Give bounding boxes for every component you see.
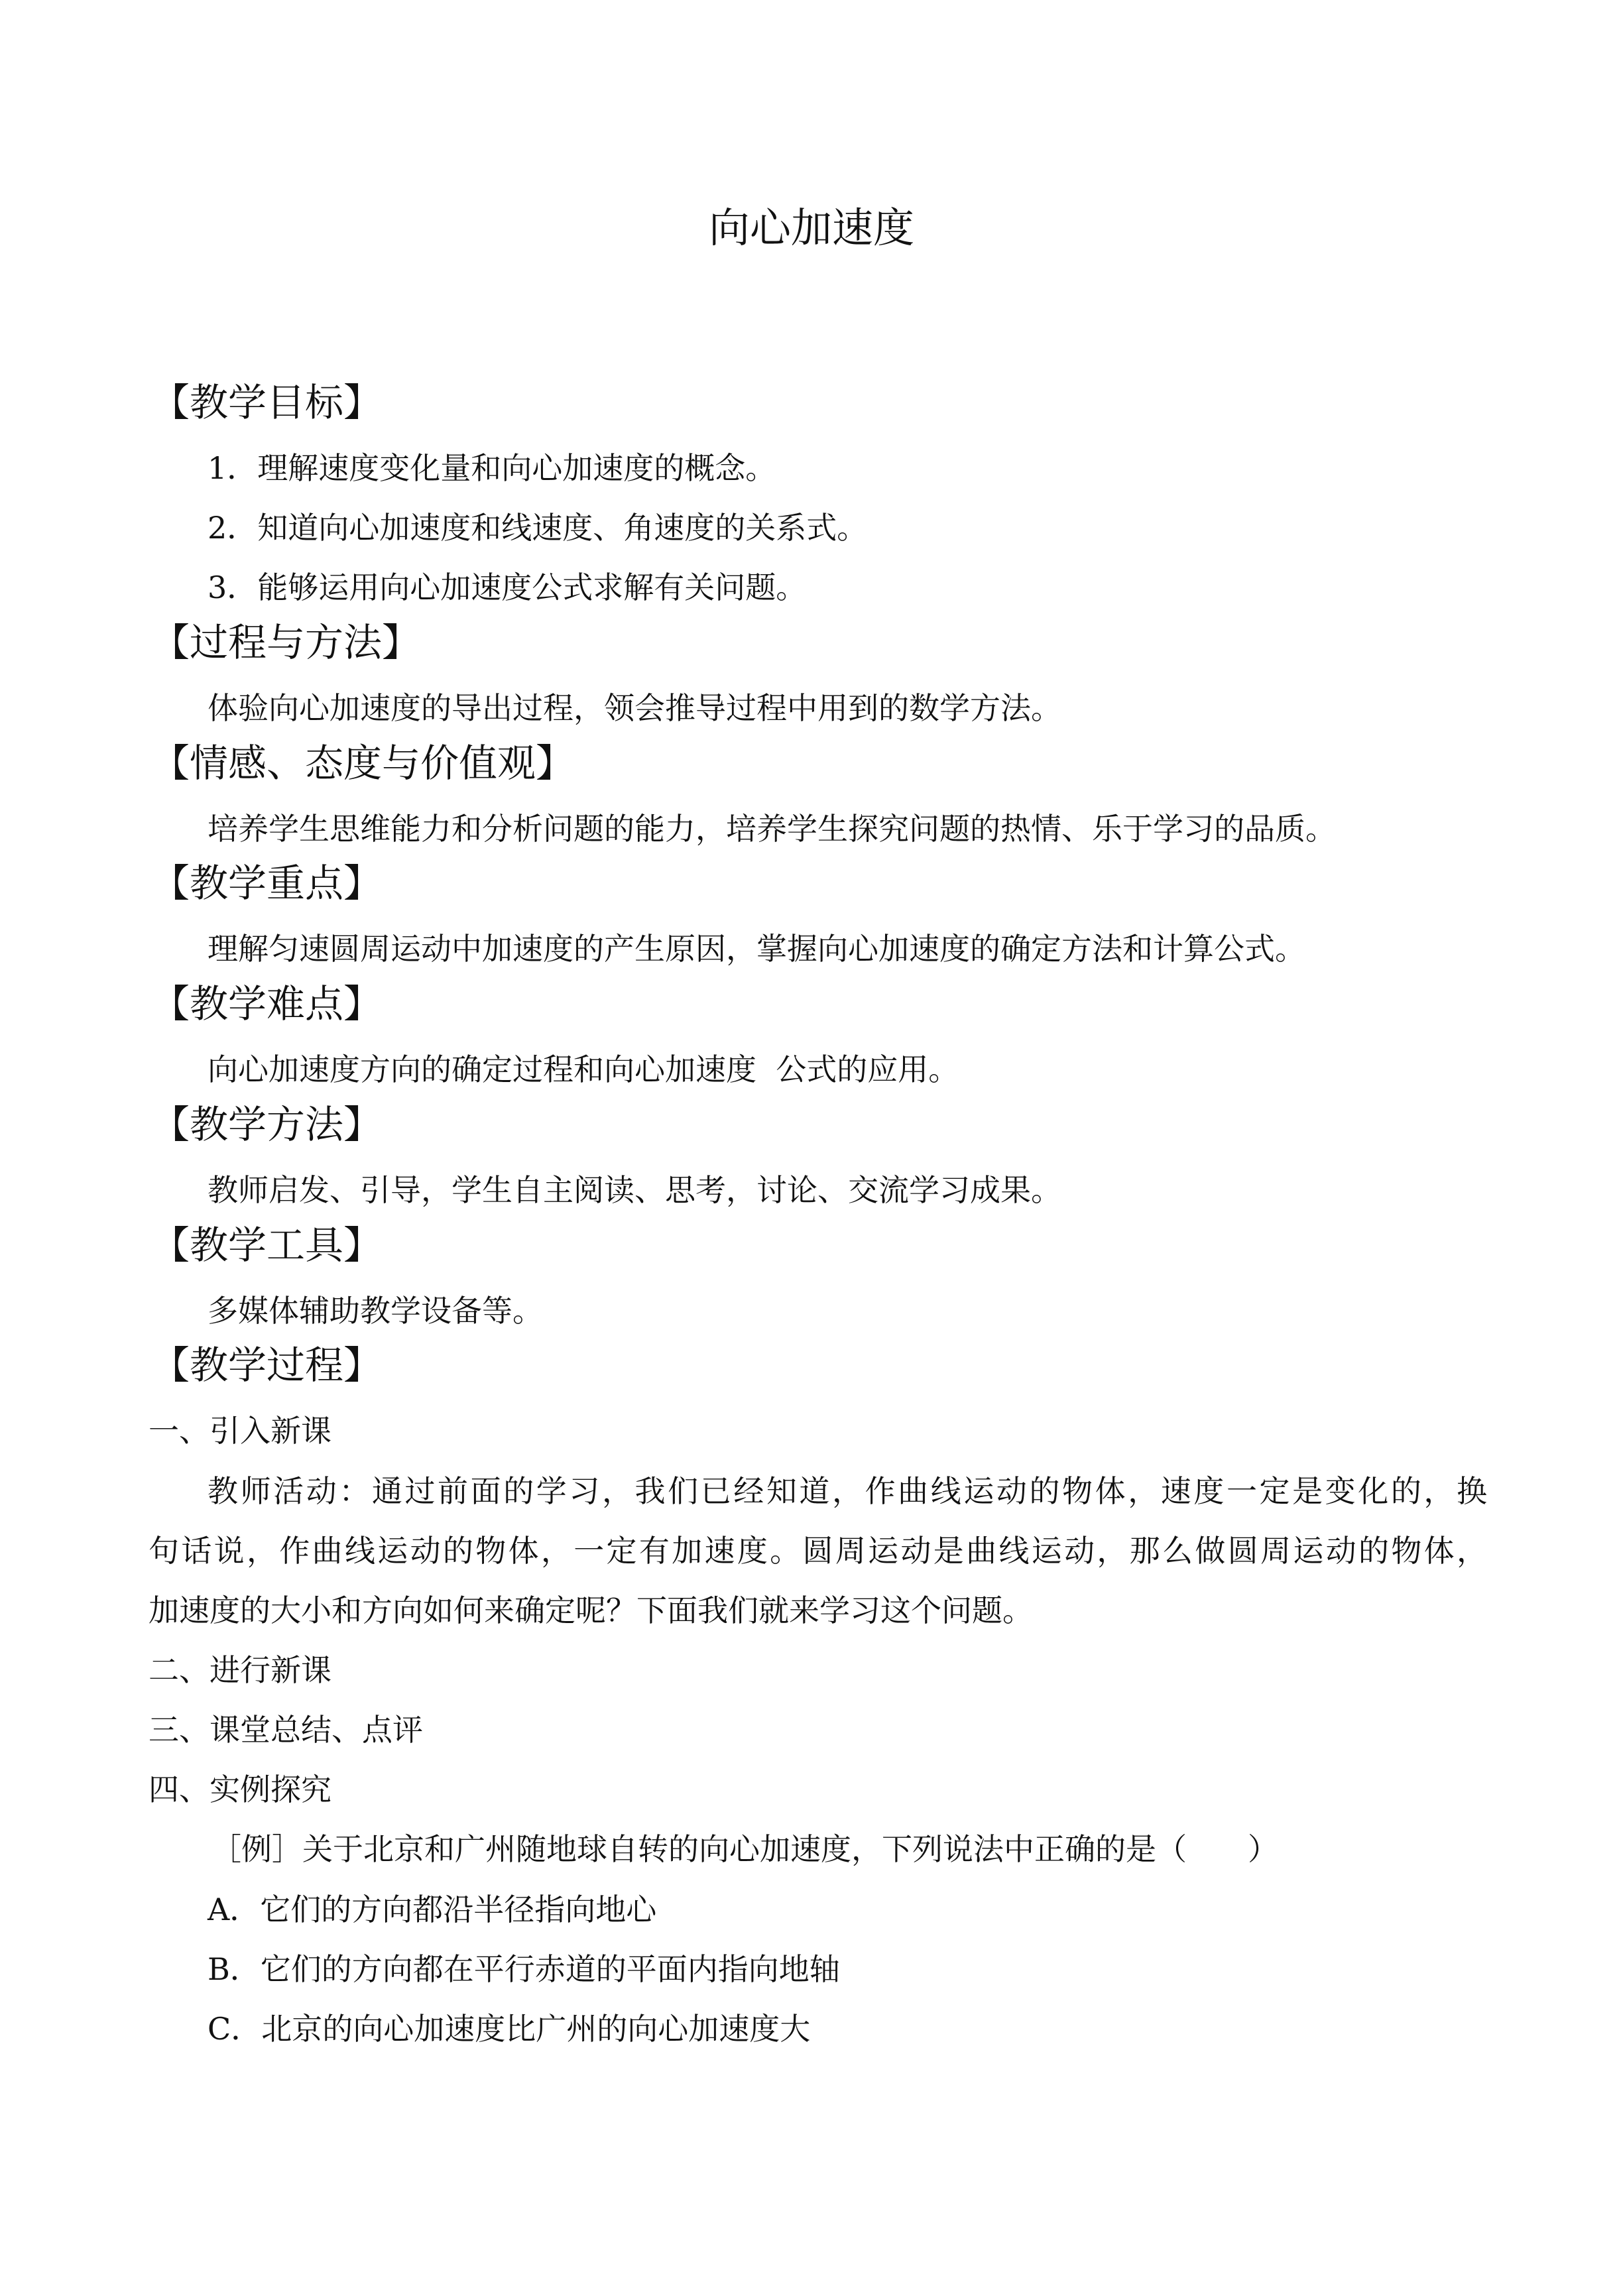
difficulties-text: 向心加速度方向的确定过程和向心加速度 公式的应用。 — [208, 1052, 959, 1087]
procedure-part3-title: 三、课堂总结、点评 — [149, 1712, 423, 1748]
methods-heading: 【教学方法】 — [151, 1102, 383, 1147]
objective-item-1: 1．理解速度变化量和向心加速度的概念。 — [208, 450, 776, 486]
procedure-part1-line-3: 加速度的大小和方向如何来确定呢？下面我们就来学习这个问题。 — [149, 1593, 1033, 1628]
emotion-text: 培养学生思维能力和分析问题的能力，培养学生探究问题的热情、乐于学习的品质。 — [208, 811, 1336, 847]
page-title: 向心加速度 — [708, 204, 914, 252]
procedure-part2-title: 二、进行新课 — [149, 1652, 331, 1688]
example-question: ［例］关于北京和广州随地球自转的向心加速度，下列说法中正确的是（ ） — [211, 1831, 1278, 1867]
tools-heading: 【教学工具】 — [151, 1223, 383, 1268]
procedure-part1-line-2: 句话说，作曲线运动的物体，一定有加速度。圆周运动是曲线运动，那么做圆周运动的物体， — [149, 1533, 1487, 1569]
objective-item-3: 3．能够运用向心加速度公式求解有关问题。 — [208, 570, 807, 605]
procedure-part1-title: 一、引入新课 — [149, 1413, 331, 1449]
example-option-a: A．它们的方向都沿半径指向地心 — [208, 1892, 657, 1927]
difficulties-heading: 【教学难点】 — [151, 981, 383, 1026]
procedure-heading: 【教学过程】 — [151, 1343, 383, 1388]
example-option-b: B．它们的方向都在平行赤道的平面内指向地轴 — [208, 1951, 840, 1987]
objective-item-2: 2．知道向心加速度和线速度、角速度的关系式。 — [208, 510, 868, 546]
key-points-text: 理解匀速圆周运动中加速度的产生原因，掌握向心加速度的确定方法和计算公式。 — [208, 931, 1305, 967]
emotion-heading: 【情感、态度与价值观】 — [151, 741, 575, 786]
key-points-heading: 【教学重点】 — [151, 861, 383, 906]
procedure-part4-title: 四、实例探究 — [149, 1772, 331, 1807]
process-method-text: 体验向心加速度的导出过程，领会推导过程中用到的数学方法。 — [208, 690, 1061, 726]
objectives-heading: 【教学目标】 — [151, 380, 383, 425]
process-method-heading: 【过程与方法】 — [151, 620, 421, 665]
example-option-c: C．北京的向心加速度比广州的向心加速度大 — [208, 2011, 811, 2047]
procedure-part1-line-1: 教师活动：通过前面的学习，我们已经知道，作曲线运动的物体，速度一定是变化的，换 — [208, 1473, 1487, 1509]
tools-text: 多媒体辅助教学设备等。 — [208, 1293, 543, 1329]
methods-text: 教师启发、引导，学生自主阅读、思考，讨论、交流学习成果。 — [208, 1172, 1061, 1208]
